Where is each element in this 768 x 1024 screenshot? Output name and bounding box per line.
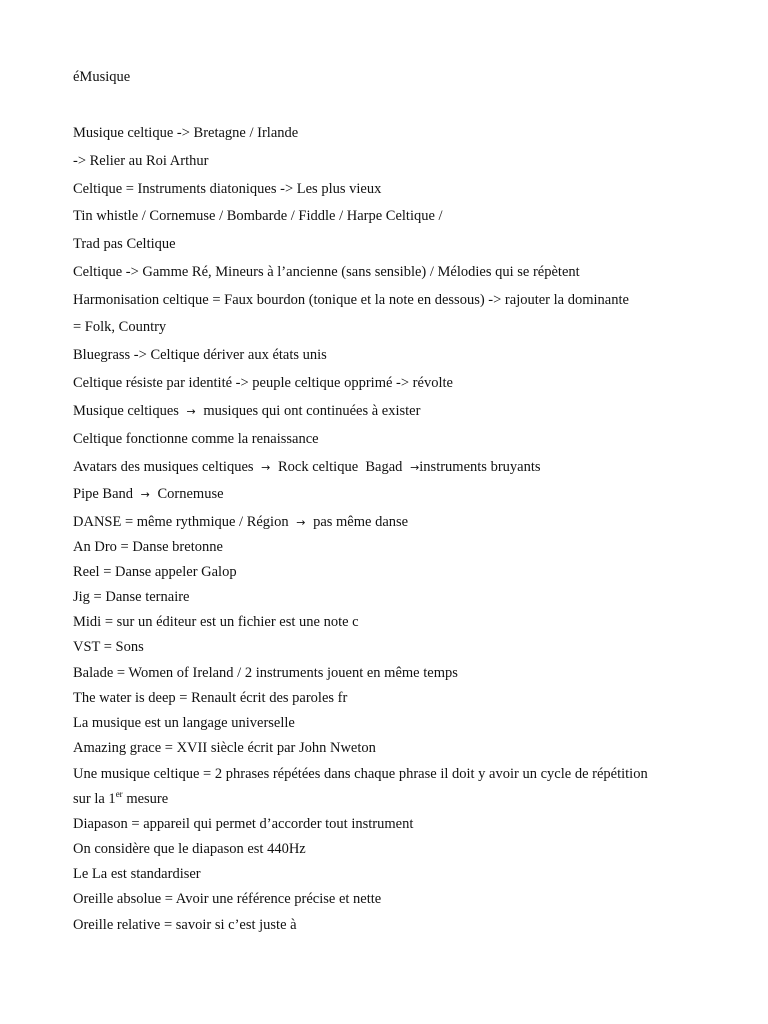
right-arrow-icon: →: [410, 461, 420, 474]
text-line: The water is deep = Renault écrit des paroles fr: [73, 690, 348, 706]
text-line: Balade = Women of Ireland / 2 instruments jouent en même temps: [73, 665, 458, 681]
text-line: Une musique celtique = 2 phrases répétées dans chaque phrase il doit y avoir un cycle de répétition: [73, 766, 648, 782]
text-line: Celtique -> Gamme Ré, Mineurs à l’ancienne (sans sensible) / Mélodies qui se répètent: [73, 264, 580, 280]
text-line: Bluegrass -> Celtique dériver aux états unis: [73, 347, 327, 363]
right-arrow-icon: →: [140, 488, 150, 501]
text-line: VST = Sons: [73, 639, 144, 655]
text-segment: mesure: [122, 791, 169, 807]
right-arrow-icon: →: [296, 516, 306, 529]
text-segment: Cornemuse: [157, 486, 224, 502]
text-line: Le La est standardiser: [73, 866, 201, 882]
text-line-with-arrow: [73, 485, 224, 504]
text-line: Midi = sur un éditeur est un fichier est une note c: [73, 614, 359, 630]
right-arrow-icon: →: [261, 461, 271, 474]
text-line: An Dro = Danse bretonne: [73, 539, 223, 555]
text-segment: Pipe Band: [73, 486, 134, 502]
text-line: Trad pas Celtique: [73, 236, 176, 252]
text-segment: sur la 1: [73, 791, 116, 807]
doc-title: éMusique: [73, 69, 131, 85]
text-line: Tin whistle / Cornemuse / Bombarde / Fiddle / Harpe Celtique /: [73, 208, 443, 224]
text-line: Oreille relative = savoir si c’est juste à: [73, 917, 297, 933]
text-segment: pas même danse: [313, 514, 409, 530]
text-segment: Avatars des musiques celtiques: [73, 459, 254, 475]
text-line: Celtique fonctionne comme la renaissance: [73, 431, 319, 447]
text-segment: musiques qui ont continuées à exister: [203, 403, 421, 419]
right-arrow-icon: →: [186, 405, 196, 418]
text-line: Jig = Danse ternaire: [73, 589, 190, 605]
text-line-with-arrow: [73, 402, 420, 421]
text-line: Musique celtique -> Bretagne / Irlande: [73, 125, 299, 141]
text-line: La musique est un langage universelle: [73, 715, 295, 731]
text-line: Oreille absolue = Avoir une référence précise et nette: [73, 891, 382, 907]
text-line: Diapason = appareil qui permet d’accorder tout instrument: [73, 816, 414, 832]
text-line: Amazing grace = XVII siècle écrit par John Nweton: [73, 740, 376, 756]
text-line: Reel = Danse appeler Galop: [73, 564, 237, 580]
text-line-with-superscript: [73, 790, 168, 808]
text-line: On considère que le diapason est 440Hz: [73, 841, 306, 857]
text-line: = Folk, Country: [73, 319, 167, 335]
text-segment: Musique celtiques: [73, 403, 179, 419]
text-segment: DANSE = même rythmique / Région: [73, 514, 289, 530]
text-line: Celtique résiste par identité -> peuple celtique opprimé -> révolte: [73, 375, 453, 391]
text-segment: instruments bruyants: [419, 459, 541, 475]
text-line: -> Relier au Roi Arthur: [73, 153, 209, 169]
text-line-with-arrow: [73, 513, 408, 532]
text-segment: Rock celtique Bagad: [278, 459, 403, 475]
text-line: Harmonisation celtique = Faux bourdon (tonique et la note en dessous) -> rajouter la dominante: [73, 292, 629, 308]
ordinal-superscript: er: [115, 789, 123, 799]
text-line-with-arrow: [73, 458, 541, 477]
text-line: Celtique = Instruments diatoniques -> Les plus vieux: [73, 181, 382, 197]
